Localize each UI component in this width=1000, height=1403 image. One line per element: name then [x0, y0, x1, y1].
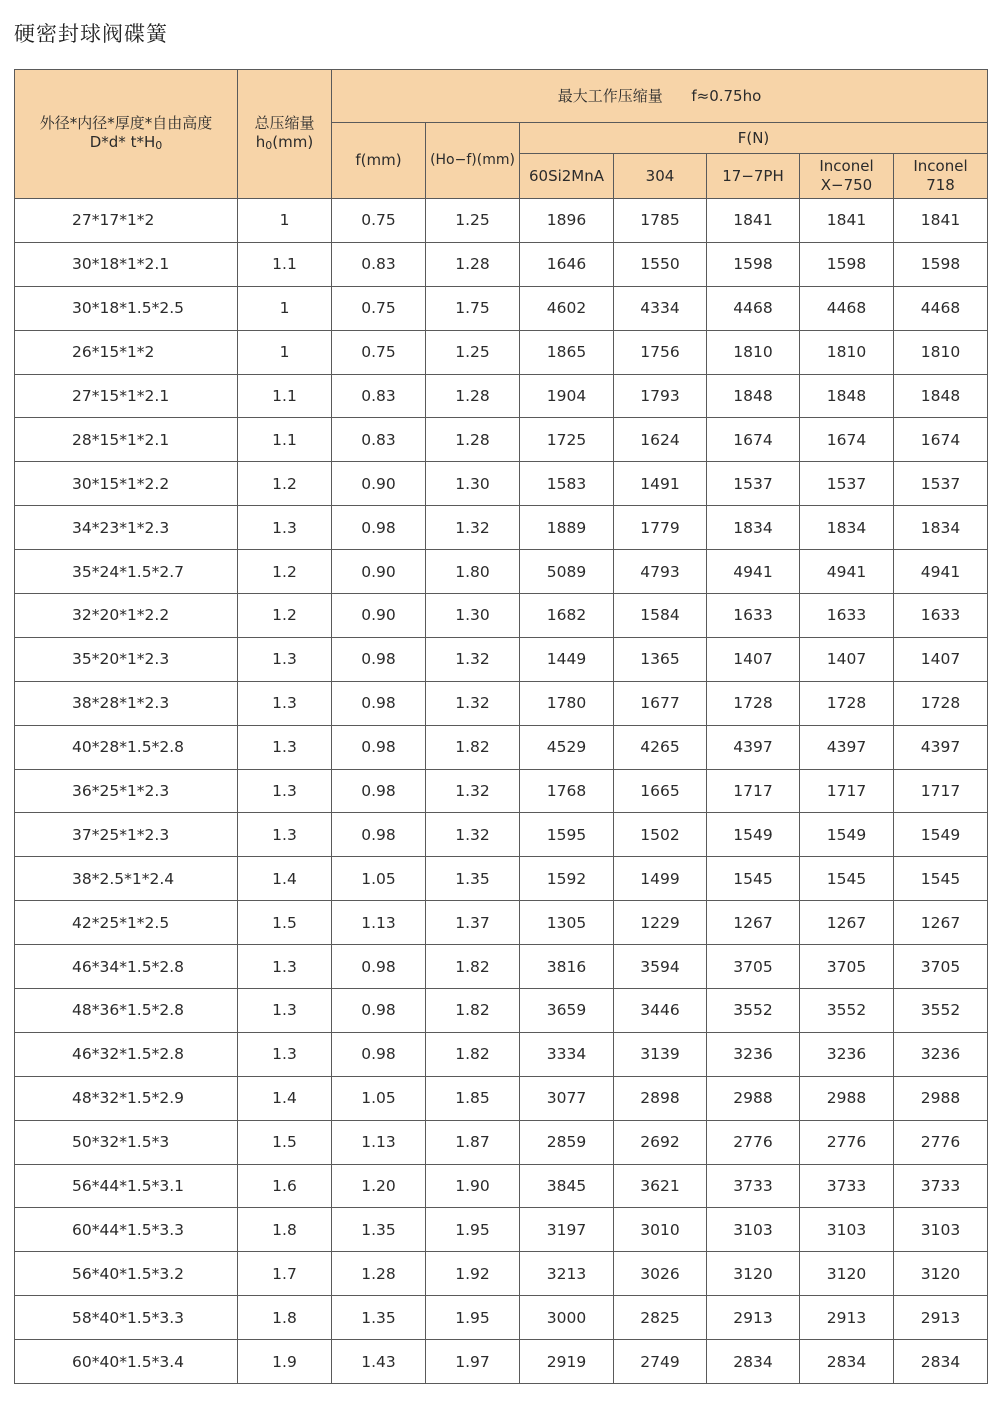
cell-force-60si2mna: 3077: [520, 1076, 614, 1120]
cell-ho-minus-f: 1.28: [426, 418, 520, 462]
cell-dimensions: 46*32*1.5*2.8: [15, 1032, 238, 1076]
cell-force-304: 3026: [614, 1252, 707, 1296]
cell-ho-minus-f: 1.82: [426, 945, 520, 989]
cell-dimensions: 30*18*1*2.1: [15, 242, 238, 286]
cell-force-inconel-718: 1810: [894, 330, 988, 374]
cell-dimensions: 46*34*1.5*2.8: [15, 945, 238, 989]
cell-dimensions: 35*24*1.5*2.7: [15, 550, 238, 594]
header-material-line1: 17−7PH: [722, 166, 784, 185]
cell-dimensions: 48*36*1.5*2.8: [15, 989, 238, 1033]
cell-force-17-7ph: 1407: [707, 637, 800, 681]
cell-force-60si2mna: 3816: [520, 945, 614, 989]
cell-force-304: 2692: [614, 1120, 707, 1164]
cell-force-304: 1779: [614, 506, 707, 550]
table-row: [15, 813, 988, 857]
header-total-compression-line1: 总压缩量: [254, 113, 315, 132]
cell-ho-minus-f: 1.82: [426, 725, 520, 769]
table-row: [15, 681, 988, 725]
cell-f: 0.98: [332, 1032, 426, 1076]
cell-ho-minus-f: 1.82: [426, 1032, 520, 1076]
cell-total-compression: 1.3: [238, 945, 332, 989]
cell-force-60si2mna: 3659: [520, 989, 614, 1033]
cell-force-304: 3594: [614, 945, 707, 989]
cell-force-60si2mna: 2919: [520, 1340, 614, 1384]
header-material: [614, 154, 707, 199]
cell-total-compression: 1.1: [238, 418, 332, 462]
cell-dimensions: 42*25*1*2.5: [15, 901, 238, 945]
cell-total-compression: 1.3: [238, 637, 332, 681]
cell-total-compression: 1.4: [238, 857, 332, 901]
table-row: [15, 989, 988, 1033]
cell-ho-minus-f: 1.95: [426, 1208, 520, 1252]
cell-total-compression: 1.2: [238, 550, 332, 594]
cell-f: 0.75: [332, 286, 426, 330]
cell-force-304: 4334: [614, 286, 707, 330]
cell-ho-minus-f: 1.82: [426, 989, 520, 1033]
cell-force-60si2mna: 1780: [520, 681, 614, 725]
cell-total-compression: 1.1: [238, 242, 332, 286]
cell-f: 0.83: [332, 374, 426, 418]
cell-f: 0.98: [332, 725, 426, 769]
cell-force-17-7ph: 2988: [707, 1076, 800, 1120]
cell-force-60si2mna: 3197: [520, 1208, 614, 1252]
cell-force-inconel-718: 3103: [894, 1208, 988, 1252]
cell-force-17-7ph: 3733: [707, 1164, 800, 1208]
cell-force-inconel-x750: 1407: [800, 637, 894, 681]
cell-dimensions: 48*32*1.5*2.9: [15, 1076, 238, 1120]
cell-force-inconel-718: 2834: [894, 1340, 988, 1384]
cell-force-304: 2898: [614, 1076, 707, 1120]
cell-force-60si2mna: 1682: [520, 594, 614, 638]
header-max-working-compression: 最大工作压缩量 f≈0.75ho: [332, 70, 988, 123]
cell-force-304: 1499: [614, 857, 707, 901]
cell-f: 0.90: [332, 594, 426, 638]
cell-f: 0.98: [332, 506, 426, 550]
cell-force-17-7ph: 1674: [707, 418, 800, 462]
header-material: [707, 154, 800, 199]
cell-total-compression: 1: [238, 330, 332, 374]
cell-f: 1.43: [332, 1340, 426, 1384]
table-row: [15, 242, 988, 286]
cell-force-17-7ph: 1810: [707, 330, 800, 374]
cell-force-17-7ph: 3236: [707, 1032, 800, 1076]
table-row: [15, 418, 988, 462]
cell-dimensions: 38*28*1*2.3: [15, 681, 238, 725]
cell-total-compression: 1.3: [238, 769, 332, 813]
cell-force-inconel-x750: 3552: [800, 989, 894, 1033]
cell-force-inconel-718: 2913: [894, 1296, 988, 1340]
cell-ho-minus-f: 1.95: [426, 1296, 520, 1340]
cell-force-inconel-x750: 1545: [800, 857, 894, 901]
cell-dimensions: 37*25*1*2.3: [15, 813, 238, 857]
cell-force-60si2mna: 3000: [520, 1296, 614, 1340]
cell-force-60si2mna: 1896: [520, 199, 614, 243]
cell-dimensions: 58*40*1.5*3.3: [15, 1296, 238, 1340]
cell-force-304: 1677: [614, 681, 707, 725]
cell-force-inconel-718: 1549: [894, 813, 988, 857]
cell-ho-minus-f: 1.80: [426, 550, 520, 594]
header-material-line1: 60Si2MnA: [528, 166, 605, 185]
cell-f: 0.90: [332, 462, 426, 506]
cell-force-304: 1550: [614, 242, 707, 286]
cell-f: 1.35: [332, 1208, 426, 1252]
cell-force-17-7ph: 2834: [707, 1340, 800, 1384]
cell-total-compression: 1.3: [238, 1032, 332, 1076]
table-row: [15, 506, 988, 550]
cell-force-304: 1665: [614, 769, 707, 813]
cell-force-inconel-x750: 2988: [800, 1076, 894, 1120]
cell-ho-minus-f: 1.30: [426, 594, 520, 638]
cell-force-inconel-718: 3552: [894, 989, 988, 1033]
table-row: [15, 1120, 988, 1164]
cell-force-60si2mna: 1595: [520, 813, 614, 857]
cell-force-inconel-x750: 1537: [800, 462, 894, 506]
table-row: [15, 769, 988, 813]
cell-force-inconel-x750: 3705: [800, 945, 894, 989]
cell-force-inconel-718: 1545: [894, 857, 988, 901]
cell-force-60si2mna: 4602: [520, 286, 614, 330]
cell-dimensions: 26*15*1*2: [15, 330, 238, 374]
cell-dimensions: 60*44*1.5*3.3: [15, 1208, 238, 1252]
cell-ho-minus-f: 1.25: [426, 330, 520, 374]
cell-f: 0.83: [332, 242, 426, 286]
cell-ho-minus-f: 1.87: [426, 1120, 520, 1164]
cell-dimensions: 60*40*1.5*3.4: [15, 1340, 238, 1384]
cell-f: 0.98: [332, 769, 426, 813]
cell-force-inconel-718: 2776: [894, 1120, 988, 1164]
cell-total-compression: 1.3: [238, 506, 332, 550]
cell-total-compression: 1.1: [238, 374, 332, 418]
table-row: [15, 1340, 988, 1384]
cell-force-304: 1793: [614, 374, 707, 418]
cell-force-inconel-x750: 4468: [800, 286, 894, 330]
header-total-compression-line2: h0(mm): [255, 132, 314, 152]
cell-ho-minus-f: 1.32: [426, 813, 520, 857]
cell-force-inconel-x750: 1633: [800, 594, 894, 638]
cell-force-304: 1785: [614, 199, 707, 243]
cell-dimensions: 30*18*1.5*2.5: [15, 286, 238, 330]
cell-force-inconel-x750: 1717: [800, 769, 894, 813]
cell-force-inconel-718: 2988: [894, 1076, 988, 1120]
cell-f: 0.98: [332, 813, 426, 857]
cell-f: 0.98: [332, 637, 426, 681]
cell-dimensions: 35*20*1*2.3: [15, 637, 238, 681]
cell-force-17-7ph: 3103: [707, 1208, 800, 1252]
cell-force-inconel-718: 3733: [894, 1164, 988, 1208]
table-row: [15, 1296, 988, 1340]
cell-force-inconel-718: 1267: [894, 901, 988, 945]
cell-force-304: 3621: [614, 1164, 707, 1208]
cell-force-17-7ph: 1841: [707, 199, 800, 243]
cell-total-compression: 1.3: [238, 813, 332, 857]
header-material: [520, 154, 614, 199]
cell-ho-minus-f: 1.85: [426, 1076, 520, 1120]
cell-total-compression: 1.5: [238, 901, 332, 945]
cell-total-compression: 1.5: [238, 1120, 332, 1164]
cell-force-inconel-718: 1598: [894, 242, 988, 286]
cell-f: 0.75: [332, 199, 426, 243]
table-row: [15, 286, 988, 330]
cell-ho-minus-f: 1.28: [426, 242, 520, 286]
table-row: [15, 374, 988, 418]
cell-force-inconel-718: 1674: [894, 418, 988, 462]
table-row: [15, 725, 988, 769]
cell-force-inconel-718: 3120: [894, 1252, 988, 1296]
cell-total-compression: 1.6: [238, 1164, 332, 1208]
table-row: [15, 550, 988, 594]
cell-force-inconel-x750: 1728: [800, 681, 894, 725]
cell-ho-minus-f: 1.32: [426, 506, 520, 550]
table-row: [15, 1252, 988, 1296]
cell-dimensions: 40*28*1.5*2.8: [15, 725, 238, 769]
cell-total-compression: 1.4: [238, 1076, 332, 1120]
table-row: [15, 1076, 988, 1120]
cell-force-inconel-718: 3705: [894, 945, 988, 989]
cell-force-304: 2749: [614, 1340, 707, 1384]
cell-force-17-7ph: 1545: [707, 857, 800, 901]
table-row: [15, 901, 988, 945]
header-dimensions-line1: 外径*内径*厚度*自由高度: [39, 113, 213, 132]
cell-force-inconel-718: 4468: [894, 286, 988, 330]
cell-force-60si2mna: 4529: [520, 725, 614, 769]
cell-f: 1.05: [332, 1076, 426, 1120]
cell-f: 0.98: [332, 989, 426, 1033]
cell-dimensions: 36*25*1*2.3: [15, 769, 238, 813]
cell-ho-minus-f: 1.25: [426, 199, 520, 243]
header-ho-minus-f: (Ho−f)(mm): [426, 123, 520, 199]
cell-force-304: 1365: [614, 637, 707, 681]
disc-spring-spec-table: [14, 69, 988, 1384]
cell-force-inconel-x750: 1834: [800, 506, 894, 550]
cell-force-inconel-718: 4941: [894, 550, 988, 594]
cell-force-60si2mna: 1592: [520, 857, 614, 901]
header-force: F(N): [520, 123, 988, 154]
header-dimensions-line2: D*d* t*H0: [89, 132, 163, 152]
cell-ho-minus-f: 1.97: [426, 1340, 520, 1384]
cell-force-60si2mna: 3334: [520, 1032, 614, 1076]
cell-ho-minus-f: 1.90: [426, 1164, 520, 1208]
cell-dimensions: 50*32*1.5*3: [15, 1120, 238, 1164]
cell-force-304: 2825: [614, 1296, 707, 1340]
cell-force-17-7ph: 4941: [707, 550, 800, 594]
table-row: [15, 1032, 988, 1076]
header-material-line1: Inconel: [819, 157, 874, 175]
cell-force-inconel-x750: 3120: [800, 1252, 894, 1296]
cell-force-inconel-x750: 1549: [800, 813, 894, 857]
cell-ho-minus-f: 1.28: [426, 374, 520, 418]
cell-f: 1.20: [332, 1164, 426, 1208]
cell-force-17-7ph: 3705: [707, 945, 800, 989]
cell-force-inconel-x750: 2834: [800, 1340, 894, 1384]
cell-force-inconel-x750: 4397: [800, 725, 894, 769]
cell-force-60si2mna: 1646: [520, 242, 614, 286]
cell-force-inconel-x750: 1674: [800, 418, 894, 462]
cell-dimensions: 28*15*1*2.1: [15, 418, 238, 462]
cell-f: 0.90: [332, 550, 426, 594]
table-row: [15, 945, 988, 989]
cell-f: 0.75: [332, 330, 426, 374]
table-row: [15, 1164, 988, 1208]
cell-force-304: 3010: [614, 1208, 707, 1252]
cell-dimensions: 34*23*1*2.3: [15, 506, 238, 550]
cell-force-inconel-x750: 3103: [800, 1208, 894, 1252]
header-material-line1: Inconel: [913, 157, 968, 175]
cell-force-304: 1502: [614, 813, 707, 857]
cell-force-inconel-x750: 1848: [800, 374, 894, 418]
cell-force-17-7ph: 2776: [707, 1120, 800, 1164]
cell-force-inconel-718: 1407: [894, 637, 988, 681]
cell-ho-minus-f: 1.92: [426, 1252, 520, 1296]
cell-force-inconel-718: 1834: [894, 506, 988, 550]
cell-force-inconel-x750: 4941: [800, 550, 894, 594]
cell-total-compression: 1.9: [238, 1340, 332, 1384]
cell-force-304: 3139: [614, 1032, 707, 1076]
cell-force-inconel-x750: 1810: [800, 330, 894, 374]
cell-f: 1.28: [332, 1252, 426, 1296]
cell-force-60si2mna: 3845: [520, 1164, 614, 1208]
table-header: [15, 70, 988, 199]
header-material: [894, 154, 988, 199]
cell-total-compression: 1.3: [238, 725, 332, 769]
cell-force-17-7ph: 1267: [707, 901, 800, 945]
cell-force-17-7ph: 4397: [707, 725, 800, 769]
cell-force-60si2mna: 2859: [520, 1120, 614, 1164]
table-row: [15, 857, 988, 901]
cell-dimensions: 56*44*1.5*3.1: [15, 1164, 238, 1208]
cell-force-inconel-718: 1633: [894, 594, 988, 638]
cell-force-304: 4265: [614, 725, 707, 769]
cell-force-17-7ph: 2913: [707, 1296, 800, 1340]
cell-force-inconel-718: 3236: [894, 1032, 988, 1076]
cell-total-compression: 1.8: [238, 1296, 332, 1340]
cell-force-inconel-x750: 1267: [800, 901, 894, 945]
cell-force-304: 1756: [614, 330, 707, 374]
cell-total-compression: 1.7: [238, 1252, 332, 1296]
table-row: [15, 637, 988, 681]
cell-force-17-7ph: 1728: [707, 681, 800, 725]
cell-force-inconel-718: 1848: [894, 374, 988, 418]
cell-force-inconel-x750: 2776: [800, 1120, 894, 1164]
cell-force-inconel-x750: 1841: [800, 199, 894, 243]
header-material-line2: 718: [926, 176, 955, 194]
cell-force-304: 1229: [614, 901, 707, 945]
header-dimensions: [15, 70, 238, 199]
cell-force-inconel-718: 1717: [894, 769, 988, 813]
cell-force-inconel-718: 1841: [894, 199, 988, 243]
cell-f: 0.83: [332, 418, 426, 462]
cell-force-inconel-x750: 3733: [800, 1164, 894, 1208]
cell-total-compression: 1.3: [238, 681, 332, 725]
cell-total-compression: 1.8: [238, 1208, 332, 1252]
cell-force-inconel-718: 4397: [894, 725, 988, 769]
cell-force-60si2mna: 1305: [520, 901, 614, 945]
cell-force-17-7ph: 1549: [707, 813, 800, 857]
cell-force-17-7ph: 1848: [707, 374, 800, 418]
cell-f: 0.98: [332, 681, 426, 725]
cell-f: 1.13: [332, 901, 426, 945]
table-row: [15, 199, 988, 243]
cell-ho-minus-f: 1.75: [426, 286, 520, 330]
cell-ho-minus-f: 1.35: [426, 857, 520, 901]
cell-force-inconel-718: 1728: [894, 681, 988, 725]
header-f-mm: f(mm): [332, 123, 426, 199]
cell-force-304: 1491: [614, 462, 707, 506]
cell-force-60si2mna: 3213: [520, 1252, 614, 1296]
header-material: [800, 154, 894, 199]
cell-force-60si2mna: 1449: [520, 637, 614, 681]
cell-force-17-7ph: 1598: [707, 242, 800, 286]
header-total-compression: [238, 70, 332, 199]
cell-dimensions: 32*20*1*2.2: [15, 594, 238, 638]
cell-dimensions: 30*15*1*2.2: [15, 462, 238, 506]
cell-dimensions: 27*15*1*2.1: [15, 374, 238, 418]
cell-dimensions: 38*2.5*1*2.4: [15, 857, 238, 901]
cell-force-17-7ph: 1717: [707, 769, 800, 813]
cell-force-304: 3446: [614, 989, 707, 1033]
cell-ho-minus-f: 1.30: [426, 462, 520, 506]
cell-total-compression: 1.2: [238, 462, 332, 506]
table-row: [15, 462, 988, 506]
cell-total-compression: 1: [238, 286, 332, 330]
cell-ho-minus-f: 1.32: [426, 769, 520, 813]
cell-force-17-7ph: 1633: [707, 594, 800, 638]
table-body: [15, 199, 988, 1384]
header-material-line2: X−750: [820, 176, 873, 194]
cell-force-60si2mna: 1865: [520, 330, 614, 374]
table-row: [15, 1208, 988, 1252]
cell-f: 0.98: [332, 945, 426, 989]
cell-force-60si2mna: 1889: [520, 506, 614, 550]
cell-f: 1.05: [332, 857, 426, 901]
cell-total-compression: 1.3: [238, 989, 332, 1033]
cell-force-inconel-x750: 3236: [800, 1032, 894, 1076]
cell-force-17-7ph: 3120: [707, 1252, 800, 1296]
cell-force-17-7ph: 1834: [707, 506, 800, 550]
cell-ho-minus-f: 1.32: [426, 681, 520, 725]
table-row: [15, 594, 988, 638]
cell-force-inconel-x750: 1598: [800, 242, 894, 286]
page-title: 硬密封球阀碟簧: [14, 22, 168, 46]
cell-force-304: 1624: [614, 418, 707, 462]
cell-force-inconel-x750: 2913: [800, 1296, 894, 1340]
cell-force-60si2mna: 1725: [520, 418, 614, 462]
cell-force-60si2mna: 1768: [520, 769, 614, 813]
cell-force-17-7ph: 3552: [707, 989, 800, 1033]
cell-force-60si2mna: 1904: [520, 374, 614, 418]
cell-force-304: 1584: [614, 594, 707, 638]
cell-f: 1.13: [332, 1120, 426, 1164]
cell-ho-minus-f: 1.37: [426, 901, 520, 945]
cell-total-compression: 1: [238, 199, 332, 243]
cell-total-compression: 1.2: [238, 594, 332, 638]
cell-dimensions: 27*17*1*2: [15, 199, 238, 243]
table-row: [15, 330, 988, 374]
header-material-line1: 304: [645, 166, 675, 185]
cell-f: 1.35: [332, 1296, 426, 1340]
cell-force-304: 4793: [614, 550, 707, 594]
cell-ho-minus-f: 1.32: [426, 637, 520, 681]
cell-force-60si2mna: 1583: [520, 462, 614, 506]
cell-force-17-7ph: 4468: [707, 286, 800, 330]
cell-dimensions: 56*40*1.5*3.2: [15, 1252, 238, 1296]
cell-force-60si2mna: 5089: [520, 550, 614, 594]
cell-force-17-7ph: 1537: [707, 462, 800, 506]
cell-force-inconel-718: 1537: [894, 462, 988, 506]
